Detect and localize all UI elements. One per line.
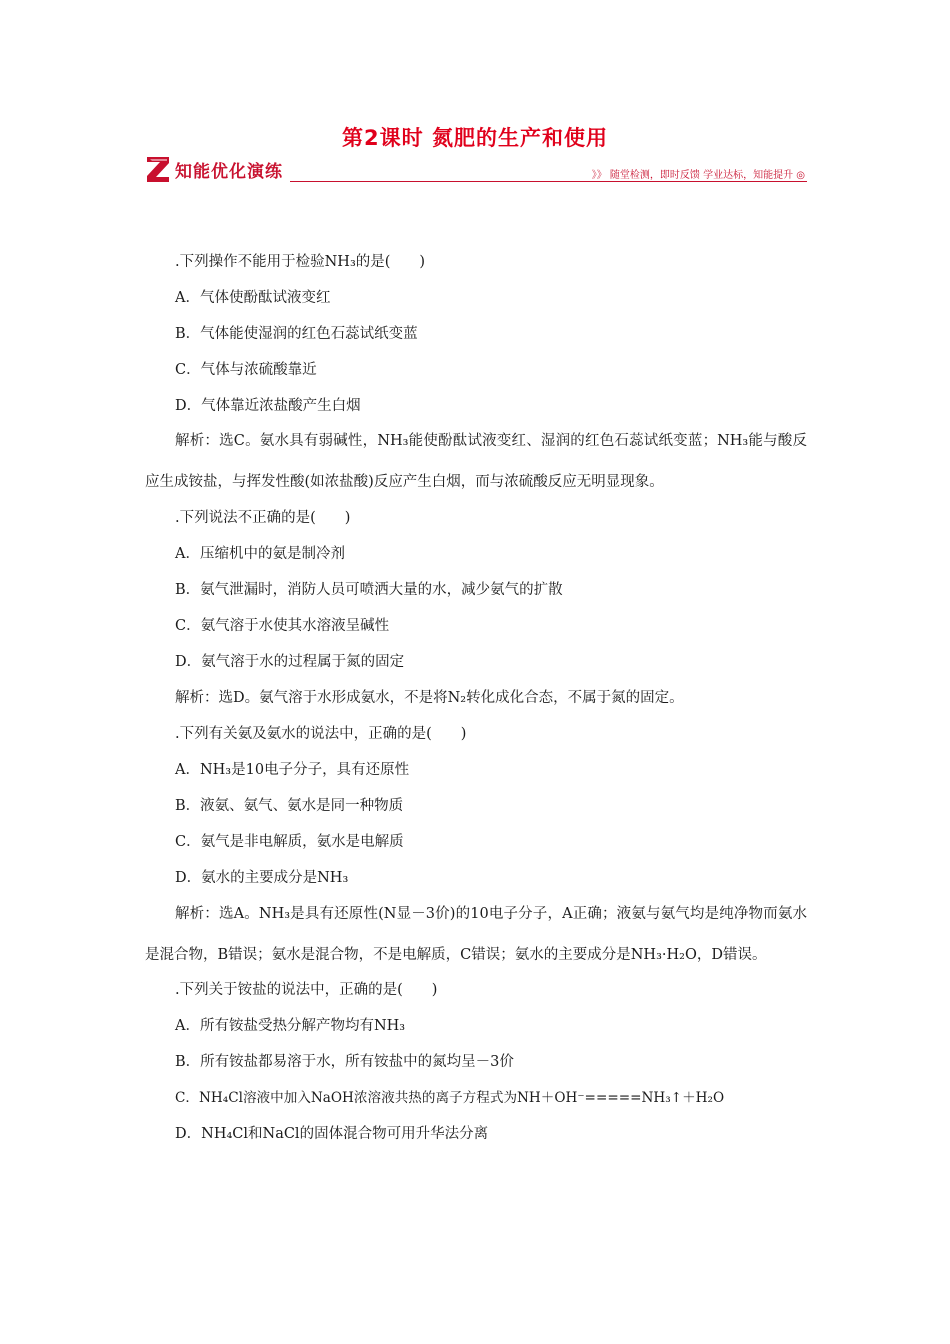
banner-rule — [290, 181, 807, 182]
question-4-option-c: C．NH₄Cl溶液中加入NaOH浓溶液共热的离子方程式为NH＋OH⁻=====NH₃↑＋H₂O — [175, 1090, 725, 1106]
exercise-content — [145, 244, 807, 1152]
question-2-stem: .下列说法不正确的是( ) — [175, 510, 351, 526]
question-2-option-d: D．氨气溶于水的过程属于氮的固定 — [175, 654, 405, 670]
question-2-option-b: B．氨气泄漏时，消防人员可喷洒大量的水，减少氨气的扩散 — [175, 582, 563, 598]
section-banner — [145, 154, 807, 186]
question-3-option-c: C．氨气是非电解质，氨水是电解质 — [175, 834, 404, 850]
question-1-stem: .下列操作不能用于检验NH₃的是( ) — [175, 254, 426, 270]
question-4-option-a: A．所有铵盐受热分解产物均有NH₃ — [175, 1018, 406, 1034]
question-4-stem: .下列关于铵盐的说法中，正确的是( ) — [175, 982, 438, 998]
question-1-option-d: D．气体靠近浓盐酸产生白烟 — [175, 398, 361, 414]
question-3-option-a: A．NH₃是10电子分子，具有还原性 — [175, 762, 410, 778]
question-3-option-d: D．氨水的主要成分是NH₃ — [175, 870, 349, 886]
zhi-logo-icon — [145, 154, 171, 184]
question-4-option-b: B．所有铵盐都易溶于水，所有铵盐中的氮均呈－3价 — [175, 1054, 514, 1070]
page-title: 第2课时 氮肥的生产和使用 — [342, 126, 608, 150]
question-3-stem: .下列有关氨及氨水的说法中，正确的是( ) — [175, 726, 467, 742]
banner-brand: 知能优化演练 — [175, 162, 283, 182]
question-2-option-a: A．压缩机中的氨是制冷剂 — [175, 546, 345, 562]
question-1-option-a: A．气体使酚酞试液变红 — [175, 290, 331, 306]
question-2-analysis: 解析：选D。氨气溶于水形成氨水，不是将N₂转化成化合态，不属于氮的固定。 — [175, 690, 684, 706]
question-1-analysis: 解析：选C。氨水具有弱碱性，NH₃能使酚酞试液变红、湿润的红色石蕊试纸变蓝；NH₃能与酸反应生成铵盐，与挥发性酸(如浓盐酸)反应产生白烟，而与浓硫酸反应无明显现象。 — [145, 433, 807, 490]
question-3-option-b: B．液氨、氨气、氨水是同一种物质 — [175, 798, 404, 814]
banner-slogan: 》》 随堂检测，即时反馈 学业达标，知能提升 ◎ — [591, 170, 805, 181]
question-1-option-b: B．气体能使湿润的红色石蕊试纸变蓝 — [175, 326, 418, 342]
question-2-option-c: C．氨气溶于水使其水溶液呈碱性 — [175, 618, 390, 634]
question-3-analysis: 解析：选A。NH₃是具有还原性(N显－3价)的10电子分子，A正确；液氨与氨气均是纯净物而氨水是混合物，B错误；氨水是混合物，不是电解质，C错误；氨水的主要成分是NH₃·H₂O，D错误。 — [145, 906, 807, 963]
question-1-option-c: C．气体与浓硫酸靠近 — [175, 362, 317, 378]
question-4-option-d: D．NH₄Cl和NaCl的固体混合物可用升华法分离 — [175, 1126, 489, 1142]
